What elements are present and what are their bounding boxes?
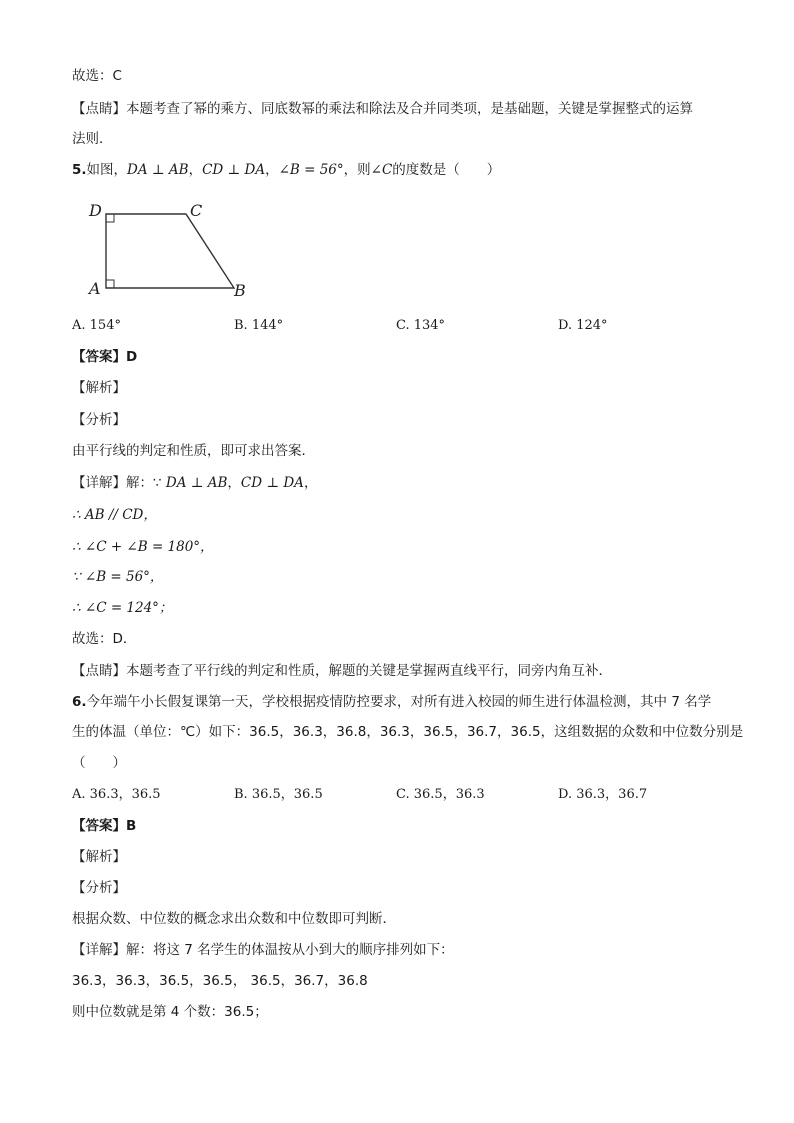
q6-median: 则中位数就是第 4 个数：36.5；	[72, 1004, 268, 1020]
q6-fenxi-heading: 【分析】	[72, 880, 126, 896]
q6-option-c[interactable]: C. 36.5，36.3	[396, 787, 485, 802]
q5-step-1: ∴ AB // CD，	[72, 507, 157, 523]
question-6-stem-3: （ ）	[72, 755, 126, 771]
q6-detail: 【详解】解：将这 7 名学生的体温按从小到大的顺序排列如下：	[72, 942, 454, 958]
q6-option-d[interactable]: D. 36.3，36.7	[558, 787, 648, 802]
prev-comment-line-2: 法则．	[72, 131, 113, 147]
question-number: 5.	[72, 162, 87, 178]
q5-step-2: ∴ ∠C + ∠B = 180°，	[72, 539, 214, 555]
q6-answer: 【答案】B	[72, 818, 137, 834]
q5-choose: 故选：D．	[72, 631, 137, 647]
right-angle-mark-a	[106, 280, 114, 288]
trapezoid-figure	[86, 196, 256, 302]
q6-jiexi-heading: 【解析】	[72, 849, 126, 865]
q5-jiexi-heading: 【解析】	[72, 380, 126, 396]
prev-choose-line: 故选：C	[72, 68, 122, 84]
q5-option-b[interactable]: B. 144°	[234, 318, 284, 333]
q5-option-d[interactable]: D. 124°	[558, 318, 608, 333]
label-a: A	[89, 279, 101, 298]
q6-analysis: 根据众数、中位数的概念求出众数和中位数即可判断．	[72, 911, 396, 927]
q5-option-a[interactable]: A. 154°	[72, 318, 121, 333]
q5-detail: 【详解】解：∵ DA ⊥ AB，CD ⊥ DA，	[72, 475, 318, 491]
prev-comment-line-1: 【点睛】本题考查了幂的乘方、同底数幂的乘法和除法及合并同类项，是基础题，关键是掌握整式的运算	[72, 101, 693, 117]
q5-option-c[interactable]: C. 134°	[396, 318, 446, 333]
trapezoid-outline	[106, 214, 234, 288]
q6-option-a[interactable]: A. 36.3，36.5	[72, 787, 161, 802]
right-angle-mark-d	[106, 214, 114, 222]
label-d: D	[89, 201, 102, 220]
q5-comment: 【点睛】本题考查了平行线的判定和性质，解题的关键是掌握两直线平行，同旁内角互补．	[72, 663, 612, 679]
question-5-stem: 5.如图，DA ⊥ AB，CD ⊥ DA，∠B = 56°，则∠C的度数是（ ）	[72, 162, 501, 178]
question-6-stem-2: 生的体温（单位：℃）如下：36.5，36.3，36.8，36.3，36.5，36.7，36.5，这组数据的众数和中位数分别是	[72, 724, 744, 740]
question-number: 6.	[72, 694, 87, 710]
q5-analysis: 由平行线的判定和性质，即可求出答案．	[72, 443, 315, 459]
label-c: C	[190, 201, 203, 220]
q6-sorted-values: 36.3，36.3，36.5，36.5， 36.5，36.7，36.8	[72, 973, 368, 989]
q6-option-b[interactable]: B. 36.5，36.5	[234, 787, 323, 802]
q5-step-3: ∵ ∠B = 56°，	[72, 569, 164, 585]
q5-fenxi-heading: 【分析】	[72, 412, 126, 428]
question-6-stem-1: 6.今年端午小长假复课第一天，学校根据疫情防控要求，对所有进入校园的师生进行体温检测，其中 7 名学	[72, 694, 712, 710]
label-b: B	[234, 281, 246, 300]
q5-answer: 【答案】D	[72, 349, 138, 365]
q5-step-4: ∴ ∠C = 124°；	[72, 600, 173, 616]
